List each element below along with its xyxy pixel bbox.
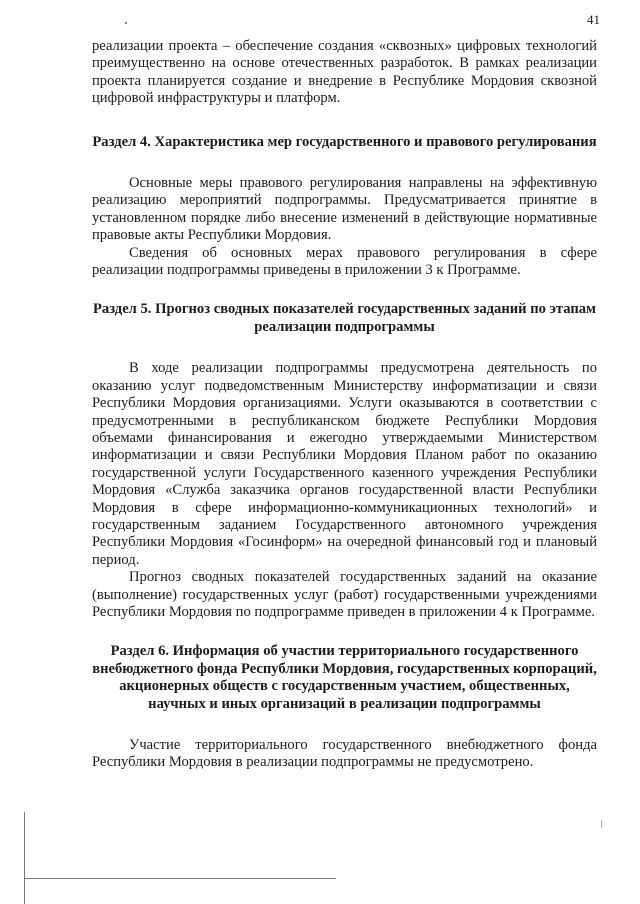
- section-5-paragraph-1: В ходе реализации подпрограммы предусмотрена деятельность по оказанию услуг подведомственным Министерству информатизации и связи Республики Мордовия организациями. Услуги оказываются в соответствии с предусмотренными в республиканском бюджете Республики Мордовия объемами финансирования и ежегодно утверждаемыми Министерством информатизации и связи Республики Мордовия Планом работ по оказанию государственной услуги Государственного казенного учреждения Республики Мордовия «Служба заказчика органов государственной власти Республики Мордовия в сфере информационно-коммуникационных технологий» и государственным заданием Государственного автономного учреждения Республики Мордовия «Госинформ» на очередной финансовый год и плановый период.: [92, 360, 597, 568]
- intro-paragraph: реализации проекта – обеспечение создания «сквозных» цифровых технологий преимущественно на основе отечественных разработок. В рамках реализации проекта планируется создание и внедрение в Республике Мордовия сквозной цифровой инфраструктуры и платформ.: [92, 38, 597, 107]
- scan-border-line-vertical: [24, 812, 25, 904]
- section-4-paragraph-1: Основные меры правового регулирования направлены на эффективную реализацию мероприятий подпрограммы. Предусматривается принятие в установленном порядке либо внесение изменений в действующие нормативные правовые акты Республики Мордовия.: [92, 175, 597, 244]
- section-5-paragraph-2: Прогноз сводных показателей государственных заданий на оказание (выполнение) государственных услуг (работ) государственными учреждениями Республики Мордовия по подпрограмме приведен в приложении 4 к Программе.: [92, 569, 597, 620]
- section-6-paragraph-1: Участие территориального государственного внебюджетного фонда Республики Мордовия в реализации подпрограммы не предусмотрено.: [92, 737, 597, 771]
- section-6-heading: Раздел 6. Информация об участии территориального государственного внебюджетного фонда Республики Мордовия, государственных корпораций, акционерных обществ с государственным участием, общественных, научных и иных организаций в реализации подпрограммы: [92, 643, 597, 712]
- section-4-paragraph-2: Сведения об основных мерах правового регулирования в сфере реализации подпрограммы приведены в приложении 3 к Программе.: [92, 244, 597, 279]
- scan-speck: [125, 22, 127, 24]
- section-4-heading: Раздел 4. Характеристика мер государственного и правового регулирования: [92, 133, 597, 150]
- document-body: [92, 38, 597, 772]
- scan-border-line-horizontal: [24, 878, 336, 879]
- scan-speck: [601, 820, 602, 828]
- section-5-heading: Раздел 5. Прогноз сводных показателей государственных заданий по этапам реализации подпрограммы: [93, 301, 596, 335]
- page-number: 41: [587, 12, 600, 27]
